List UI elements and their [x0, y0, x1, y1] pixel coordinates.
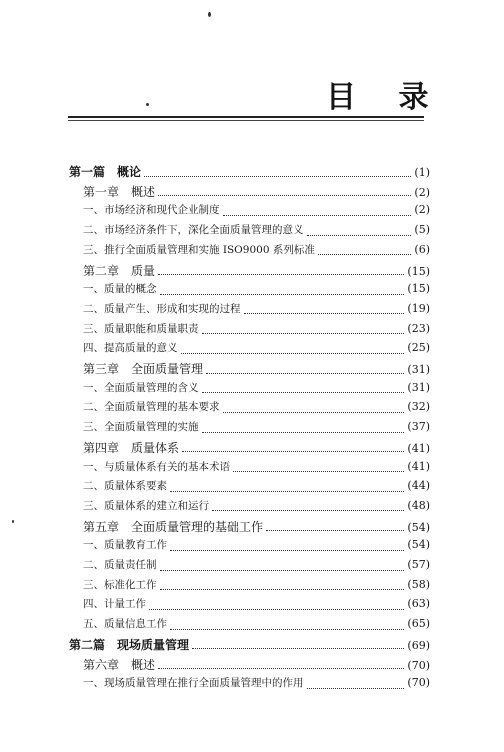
toc-entry-title: 四、提高质量的意义: [83, 342, 178, 355]
toc-entry-section: [83, 596, 430, 616]
toc-entry-title: 第一章 概述: [83, 184, 156, 199]
dot-leader: [160, 294, 405, 295]
toc-entry-chapter: [83, 518, 430, 538]
toc-entry-title: 二、质量责任制: [83, 559, 157, 571]
dot-leader: [160, 570, 405, 571]
toc-entry-chapter: [83, 656, 430, 676]
toc-entry-title: 二、质量产生、形成和实现的过程: [83, 302, 241, 315]
toc-page-number: (41): [407, 441, 430, 455]
dot-leader: [318, 254, 412, 255]
dot-leader: [158, 274, 404, 275]
toc-entry-title: 五、质量信息工作: [83, 618, 167, 631]
dot-leader: [192, 648, 404, 649]
toc-entry-section: [83, 537, 430, 557]
dot-leader: [170, 550, 404, 551]
dot-leader: [266, 530, 404, 531]
toc-entry-section: [83, 478, 430, 498]
toc-entry-title: 三、标准化工作: [83, 578, 157, 591]
toc-entry-section: [83, 459, 430, 479]
toc-entry-title: 一、市场经济和现代企业制度: [83, 204, 220, 217]
toc-page-number: (23): [407, 321, 430, 335]
toc-entry-title: 一、与质量体系有关的基本术语: [83, 460, 230, 473]
toc-entry-title: 二、全面质量管理的基本要求: [83, 401, 220, 414]
dot-leader: [202, 333, 405, 334]
toc-entry-title: 四、计量工作: [83, 598, 146, 611]
toc-entry-title: 第三章 全面质量管理: [83, 362, 204, 376]
toc-entry-title: 二、市场经济条件下，深化全面质量管理的意义: [83, 224, 304, 237]
toc-page-number: (44): [407, 479, 430, 493]
dot-leader: [206, 373, 404, 374]
title-rule-thin: [68, 120, 424, 121]
toc-entry-title: 三、推行全面质量管理和实施 ISO9000 系列标准: [83, 243, 315, 256]
toc-page-number: (15): [407, 282, 430, 296]
toc-entry-part: [69, 636, 430, 656]
toc-entry-title: 第二章 质量: [83, 263, 156, 278]
toc-page-number: (5): [414, 223, 430, 237]
toc-page-number: (37): [407, 420, 430, 434]
dot-leader: [223, 215, 412, 216]
toc-entry-section: [83, 557, 430, 577]
dot-leader: [223, 412, 405, 413]
toc-entry-chapter: [83, 360, 430, 380]
toc-entry-part: [69, 163, 430, 183]
toc-entry-chapter: [83, 439, 430, 459]
toc-page-number: (70): [407, 676, 430, 690]
toc-page-number: (15): [407, 264, 430, 278]
dot-leader: [182, 451, 404, 452]
toc-entry-title: 三、质量体系的建立和运行: [83, 499, 209, 512]
dot-leader: [307, 235, 412, 236]
dot-leader: [149, 609, 404, 610]
toc-page-number: (19): [407, 301, 430, 315]
toc-entry-section: [83, 340, 430, 360]
dot-leader: [244, 313, 405, 314]
toc-entry-section: [83, 675, 430, 695]
toc-page-number: (48): [407, 498, 430, 512]
toc-entry-section: [83, 222, 430, 242]
toc-entry-title: 第二篇 现场质量管理: [69, 637, 190, 652]
toc-page-number: (31): [407, 363, 430, 376]
toc-entry-section: [83, 281, 430, 301]
toc-page-number: (69): [407, 638, 430, 652]
scan-speck: [208, 12, 211, 17]
toc-entry-chapter: [83, 183, 430, 203]
toc-entry-section: [83, 498, 430, 518]
dot-leader: [160, 589, 405, 590]
toc-entry-section: [83, 242, 430, 262]
toc-page-number: (65): [407, 617, 430, 631]
dot-leader: [307, 688, 405, 689]
toc-page-number: (41): [407, 459, 430, 473]
toc-entry-title: 一、现场质量管理在推行全面质量管理中的作用: [83, 677, 304, 690]
toc-page-number: (2): [414, 203, 430, 217]
dot-leader: [202, 432, 405, 433]
toc-entry-section: [83, 202, 430, 222]
toc-entry-title: 第一篇 概论: [69, 165, 142, 179]
toc-entry-title: 第四章 质量体系: [83, 440, 180, 455]
toc-page-number: (57): [407, 558, 430, 571]
toc-page-number: (6): [414, 242, 430, 256]
toc-entry-chapter: [83, 262, 430, 282]
toc-entry-title: 一、质量的概念: [83, 283, 157, 296]
title-rule-thick: [68, 116, 424, 118]
toc-page-number: (1): [414, 166, 430, 179]
toc-entry-title: 三、全面质量管理的实施: [83, 421, 199, 434]
toc-entry-title: 一、全面质量管理的含义: [83, 381, 199, 394]
toc-entry-title: 二、质量体系要素: [83, 480, 167, 493]
toc-entry-section: [83, 577, 430, 597]
toc-page-number: (70): [407, 658, 430, 672]
scan-speck: [12, 520, 14, 523]
page-title: 目 录: [326, 80, 445, 115]
toc-entry-section: [83, 380, 430, 400]
scan-speck: [146, 103, 149, 106]
toc-entry-title: 第六章 概述: [83, 657, 156, 672]
dot-leader: [233, 471, 404, 472]
toc-page-number: (32): [407, 400, 430, 414]
toc-entry-title: 三、质量职能和质量职责: [83, 322, 199, 335]
toc-page-number: (58): [407, 577, 430, 591]
dot-leader: [170, 629, 404, 630]
dot-leader: [170, 491, 404, 492]
dot-leader: [158, 668, 404, 669]
dot-leader: [158, 195, 411, 196]
toc-page-number: (54): [407, 520, 430, 534]
toc-entry-section: [83, 616, 430, 636]
toc-entry-section: [83, 419, 430, 439]
toc-page-number: (31): [407, 380, 430, 394]
toc-page-number: (2): [414, 185, 430, 199]
toc-entry-section: [83, 399, 430, 419]
toc-entry-title: 第五章 全面质量管理的基础工作: [83, 519, 264, 534]
toc-page-number: (54): [407, 538, 430, 552]
dot-leader: [144, 176, 411, 177]
toc-entry-section: [83, 301, 430, 321]
dot-leader: [212, 510, 404, 511]
toc-entry-title: 一、质量教育工作: [83, 539, 167, 552]
toc-page-number: (63): [407, 597, 430, 611]
toc-entry-section: [83, 321, 430, 341]
toc-page-number: (25): [407, 341, 430, 355]
dot-leader: [202, 392, 405, 393]
dot-leader: [181, 353, 405, 354]
